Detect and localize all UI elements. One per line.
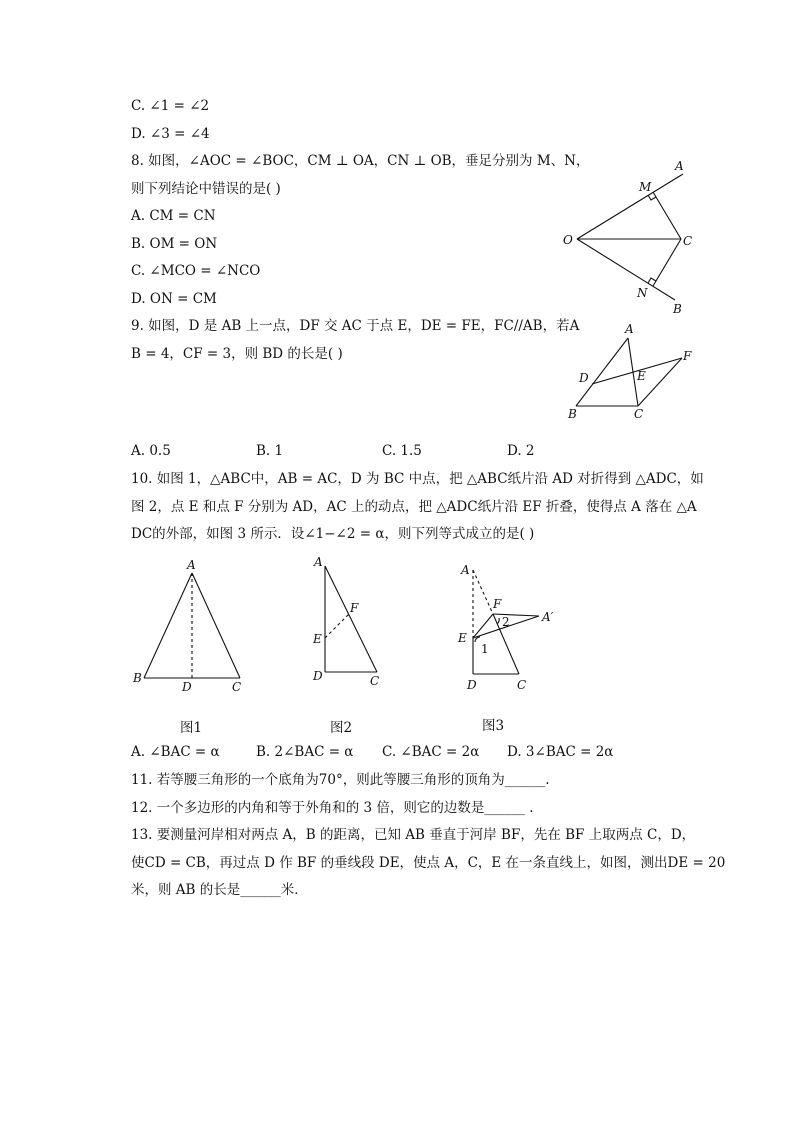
fig1-label-b: B — [133, 671, 142, 685]
q10-stem-line1: 10. 如图 1，△ABC中，AB = AC，D 为 BC 中点，把 △ABC纸片沿 AD 对折得到 △ADC，如 — [131, 471, 704, 487]
fig3-label-c: C — [517, 678, 527, 692]
q8-stem-line1: 8. 如图，∠AOC = ∠BOC，CM ⊥ OA，CN ⊥ OB，垂足分别为 M、N， — [131, 153, 590, 169]
fig3-label-a: A — [461, 563, 470, 577]
q8-stem-line2: 则下列结论中错误的是( ) — [131, 181, 281, 197]
q8-option-c: C. ∠MCO = ∠NCO — [131, 263, 261, 279]
fig1-segment-ac — [192, 573, 240, 678]
fig3-segment-fa-prime — [493, 614, 539, 616]
fig3-label-f: F — [493, 597, 502, 611]
fig1-segment-ab — [144, 573, 192, 678]
q10-figure-2 — [305, 552, 395, 697]
q10-option-d: D. 3∠BAC = 2α — [507, 744, 614, 760]
fig2-label-d: D — [313, 669, 323, 683]
q9-label-c: C — [634, 407, 644, 421]
fig3-label-1: 1 — [481, 642, 489, 656]
fig2-label-c: C — [370, 674, 380, 688]
q8-figure — [555, 150, 705, 320]
q8-label-o: O — [563, 233, 573, 247]
q7-option-d: D. ∠3 = ∠4 — [131, 126, 210, 142]
q7-option-c: C. ∠1 = ∠2 — [131, 98, 210, 114]
q8-option-a: A. CM = CN — [131, 208, 216, 224]
q9-figure — [562, 318, 702, 426]
fig1-label-d: D — [182, 680, 192, 694]
q9-option-b: B. 1 — [256, 443, 284, 459]
fig3-caption: 图3 — [482, 718, 505, 734]
fig1-label-c: C — [232, 680, 242, 694]
fig2-label-e: E — [313, 632, 322, 646]
q8-label-n: N — [637, 286, 648, 300]
q10-stem-line2: 图 2，点 E 和点 F 分别为 AD，AC 上的动点，把 △ADC纸片沿 EF 折叠，使得点 A 落在 △A — [131, 499, 697, 515]
q8-label-m: M — [639, 180, 652, 194]
fig2-label-f: F — [350, 601, 359, 615]
fig1-label-a: A — [187, 558, 196, 572]
q9-label-b: B — [568, 407, 577, 421]
q9-label-d: D — [579, 371, 589, 385]
fig3-label-e: E — [458, 631, 467, 645]
q8-label-c: C — [683, 234, 693, 248]
fig3-segment-af-dashed — [473, 570, 493, 614]
q9-option-c: C. 1.5 — [382, 443, 422, 459]
q10-stem-line3: DC的外部，如图 3 所示．设∠1−∠2 = α，则下列等式成立的是( ) — [131, 526, 535, 542]
q8-ray-oa — [577, 174, 683, 239]
q11-stem: 11. 若等腰三角形的一个底角为70°，则此等腰三角形的顶角为______. — [131, 772, 550, 788]
fig2-label-a: A — [314, 555, 323, 569]
q9-label-e: E — [637, 369, 646, 383]
q8-label-a: A — [675, 159, 684, 173]
q13-stem-line2: 使CD = CB，再过点 D 作 BF 的垂线段 DE，使点 A，C，E 在一条直线上，如图，测出DE = 20 — [131, 855, 726, 871]
q9-option-a: A. 0.5 — [131, 443, 171, 459]
q9-stem-line2: B = 4，CF = 3，则 BD 的长是( ) — [131, 346, 343, 362]
q8-segment-cn — [653, 239, 681, 286]
fig3-label-a-prime: A′ — [542, 610, 554, 624]
fig2-segment-ac — [325, 566, 377, 672]
q9-stem-line1: 9. 如图，D 是 AB 上一点，DF 交 AC 于点 E，DE = FE，FC//AB，若A — [131, 318, 580, 334]
q8-ray-ob — [577, 239, 675, 300]
q9-label-a: A — [625, 322, 634, 336]
q10-option-c: C. ∠BAC = 2α — [382, 744, 480, 760]
fig2-caption: 图2 — [330, 720, 353, 736]
q10-figure-1 — [128, 555, 258, 700]
fig3-label-d: D — [467, 678, 477, 692]
q10-option-a: A. ∠BAC = α — [131, 744, 220, 760]
q8-option-d: D. ON = CM — [131, 291, 217, 307]
q8-label-b: B — [673, 302, 682, 316]
fig3-angle-1-arc — [475, 637, 480, 642]
fig3-angle-2-arc — [497, 618, 499, 624]
fig2-segment-ef-dashed — [325, 614, 349, 638]
q8-segment-cm — [653, 192, 681, 239]
q13-stem-line1: 13. 要测量河岸相对两点 A，B 的距离，已知 AB 垂直于河岸 BF，先在 BF 上取两点 C，D， — [131, 827, 696, 843]
fig3-label-2: 2 — [502, 615, 510, 629]
fig1-caption: 图1 — [180, 720, 203, 736]
q8-option-b: B. OM = ON — [131, 236, 218, 252]
q12-stem: 12. 一个多边形的内角和等于外角和的 3 倍，则它的边数是______ . — [131, 800, 534, 816]
q9-label-f: F — [683, 349, 692, 363]
q13-stem-line3: 米，则 AB 的长是______米． — [131, 882, 308, 898]
q10-option-b: B. 2∠BAC = α — [256, 744, 354, 760]
q9-option-d: D. 2 — [507, 443, 535, 459]
q10-figure-3 — [455, 558, 575, 698]
